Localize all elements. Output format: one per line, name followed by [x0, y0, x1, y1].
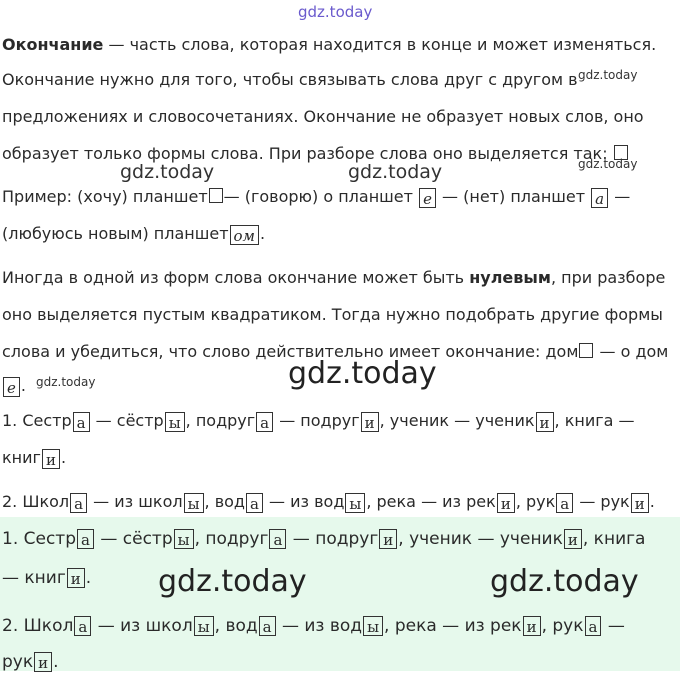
- theory-line-7: Иногда в одной из форм слова окончание может быть нулевым, при разборе: [2, 268, 666, 287]
- watermark: gdz.today: [36, 375, 96, 389]
- ending-box: и: [67, 568, 85, 588]
- ending-box-empty: [209, 188, 223, 203]
- ending-box: а: [591, 188, 608, 208]
- exercise-row-1b: книг и .: [2, 448, 67, 469]
- ending-box: ы: [363, 616, 383, 636]
- ending-box: и: [379, 529, 397, 549]
- ending-box: ы: [194, 616, 214, 636]
- ending-box: ы: [345, 493, 365, 513]
- ending-box-empty: [614, 145, 628, 160]
- watermark: gdz.today: [288, 356, 437, 391]
- ending-box: ом: [230, 225, 259, 245]
- ending-box: а: [269, 529, 286, 549]
- ending-box: и: [523, 616, 541, 636]
- watermark: gdz.today: [578, 157, 638, 171]
- ending-box: а: [256, 412, 273, 432]
- theory-line-2: Окончание нужно для того, чтобы связывать слова друг с другом в: [2, 70, 578, 89]
- theory-line-6: (любуюсь новым) планшет ом .: [2, 224, 266, 245]
- ending-box: и: [631, 493, 649, 513]
- ending-box: и: [564, 529, 582, 549]
- watermark: gdz.today: [120, 161, 215, 183]
- theory-line-8: оно выделяется пустым квадратиком. Тогда нужно подобрать другие формы: [2, 305, 663, 324]
- theory-line-3: предложениях и словосочетаниях. Окончание не образует новых слов, оно: [2, 107, 644, 126]
- ending-box: а: [73, 412, 90, 432]
- ending-box: ы: [184, 493, 204, 513]
- ending-box: а: [77, 529, 94, 549]
- ending-box: ы: [165, 412, 185, 432]
- ending-box: и: [34, 652, 52, 672]
- watermark: gdz.today: [490, 564, 639, 599]
- theory-line-9: слова и убедиться, что слово действительно имеет окончание: дом — о дом: [2, 342, 669, 361]
- exercise-row-2: 2. Школ а — из школ ы , вод а — из вод ы , река — из рек и , рук а — рук и .: [2, 492, 655, 513]
- ending-box: е: [3, 377, 20, 397]
- exercise-row-1: 1. Сестр а — сёстр ы , подруг а — подруг и , ученик — ученик и , книга —: [2, 411, 635, 432]
- theory-line-10: е .: [2, 374, 26, 398]
- answer-row-2b: рук и .: [2, 652, 59, 672]
- ending-box: ы: [174, 529, 194, 549]
- theory-line-4: образует только формы слова. При разборе слова оно выделяется так:: [2, 142, 629, 166]
- term-ending: Окончание: [2, 35, 104, 54]
- ending-box: е: [419, 188, 436, 208]
- ending-box: а: [70, 493, 87, 513]
- ending-box: а: [585, 616, 602, 636]
- ending-box: и: [361, 412, 379, 432]
- theory-line-5: Пример: (хочу) планшет — (говорю) о планшет е — (нет) планшет а —: [2, 187, 631, 208]
- watermark: gdz.today: [348, 161, 443, 183]
- ending-box: а: [246, 493, 263, 513]
- answer-row-2: 2. Школ а — из школ ы , вод а — из вод ы , река — из рек и , рук а —: [2, 616, 625, 636]
- answer-row-1b: — книг и .: [2, 568, 92, 588]
- watermark: gdz.today: [578, 68, 638, 82]
- ending-box: а: [556, 493, 573, 513]
- theory-line-1: Окончание — часть слова, которая находится в конце и может изменяться.: [2, 35, 657, 54]
- ending-box: а: [259, 616, 276, 636]
- watermark: gdz.today: [158, 564, 307, 599]
- ending-box: и: [497, 493, 515, 513]
- ending-box: и: [536, 412, 554, 432]
- ending-box: а: [74, 616, 91, 636]
- ending-box: и: [42, 449, 60, 469]
- answer-row-1: 1. Сестр а — сёстр ы , подруг а — подруг и , ученик — ученик и , книга: [2, 529, 646, 549]
- watermark: gdz.today: [298, 3, 373, 21]
- ending-box-empty: [579, 343, 593, 358]
